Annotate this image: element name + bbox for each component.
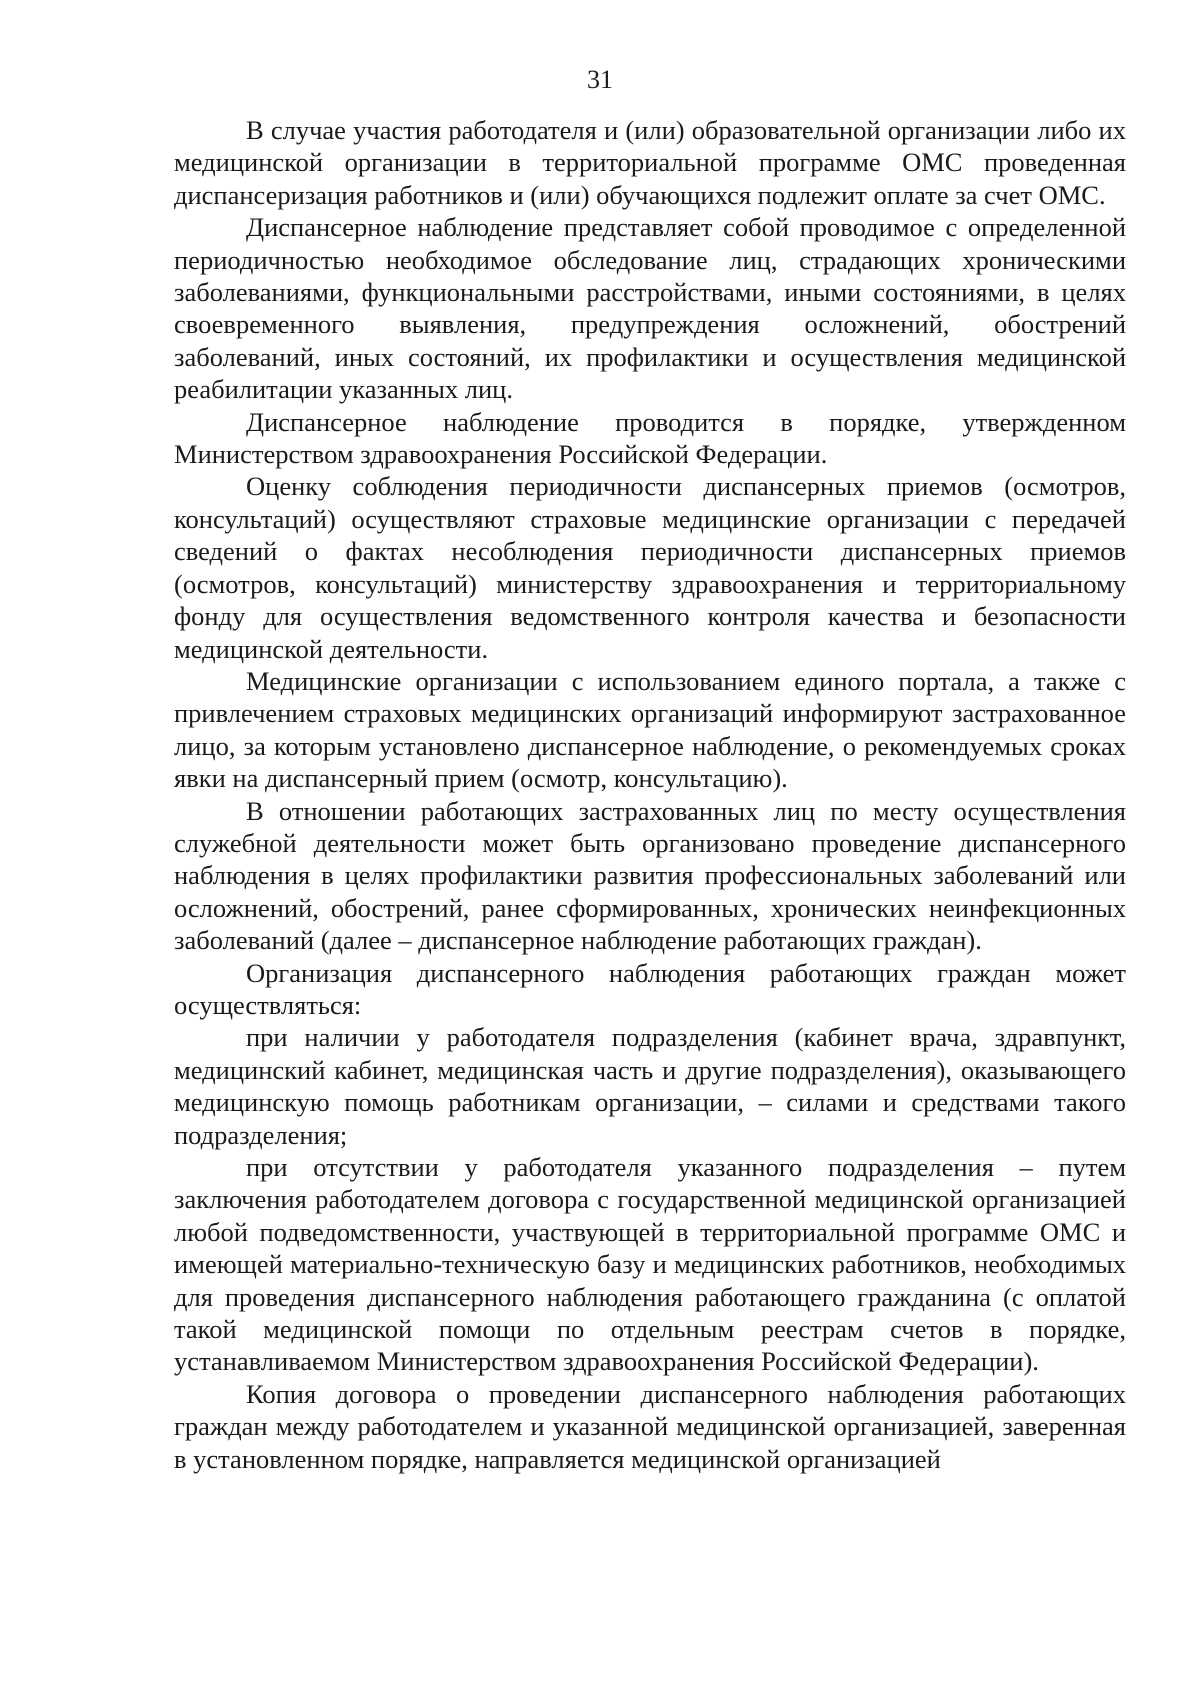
paragraph-organization: Организация диспансерного наблюдения работающих граждан может осуществляться:	[174, 957, 1126, 1020]
paragraph-working-citizens: В отношении работающих застрахованных лиц по месту осуществления служебной деятельности может быть организовано проведение диспансерного наблюдения в целях профилактики развития профессиональных заболеваний или осложнений, обострений, ранее сформированных, хронических неинфекционных заболеваний (далее – диспансерное наблюдение работающих граждан).	[174, 795, 1126, 956]
page-number: 31	[587, 65, 613, 94]
paragraph-oms-participation: В случае участия работодателя и (или) образовательной организации либо их медицинской организации в территориальной программе ОМС проведенная диспансеризация работников и (или) обучающихся подлежит оплате за счет ОМС.	[174, 115, 1126, 210]
paragraph-dispensary-definition: Диспансерное наблюдение представляет собой проводимое с определенной периодичностью необходимое обследование лиц, страдающих хроническими заболеваниями, функциональными расстройствами, иными состояниями, в целях своевременного выявления, предупреждения осложнений, обострений заболеваний, иных состояний, их профилактики и осуществления медицинской реабилитации указанных лиц.	[174, 212, 1126, 405]
list-item-contract: при отсутствии у работодателя указанного подразделения – путем заключения работодателем договора с государственной медицинской организацией любой подведомственности, участвующей в территориальной программе ОМС и имеющей материально-техническую базу и медицинских работников, необходимых для проведения диспансерного наблюдения работающего гражданина (с оплатой такой медицинской помощи по отдельным реестрам счетов в порядке, устанавливаемом Министерством здравоохранения Российской Федерации).	[174, 1152, 1126, 1377]
paragraph-dispensary-procedure: Диспансерное наблюдение проводится в порядке, утвержденном Министерством здравоохранения Российской Федерации.	[174, 406, 1126, 470]
document-body	[174, 114, 1126, 1475]
paragraph-informing-insured: Медицинские организации с использованием единого портала, а также с привлечением страховых медицинских организаций информируют застрахованное лицо, за которым установлено диспансерное наблюдение, о рекомендуемых сроках явки на диспансерный прием (осмотр, консультацию).	[174, 665, 1126, 794]
paragraph-periodicity-assessment: Оценку соблюдения периодичности диспансерных приемов (осмотров, консультаций) осуществляют страховые медицинские организации с передачей сведений о фактах несоблюдения периодичности диспансерных приемов (осмотров, консультаций) министерству здравоохранения и территориальному фонду для осуществления ведомственного контроля качества и безопасности медицинской деятельности.	[174, 471, 1126, 664]
paragraph-contract-copy: Копия договора о проведении диспансерного наблюдения работающих граждан между работодателем и указанной медицинской организацией, заверенная в установленном порядке, направляется медицинской организацией	[174, 1378, 1126, 1474]
list-item-employer-unit: при наличии у работодателя подразделения (кабинет врача, здравпункт, медицинский кабинет, медицинская часть и другие подразделения), оказывающего медицинскую помощь работникам организации, – силами и средствами такого подразделения;	[174, 1022, 1126, 1150]
